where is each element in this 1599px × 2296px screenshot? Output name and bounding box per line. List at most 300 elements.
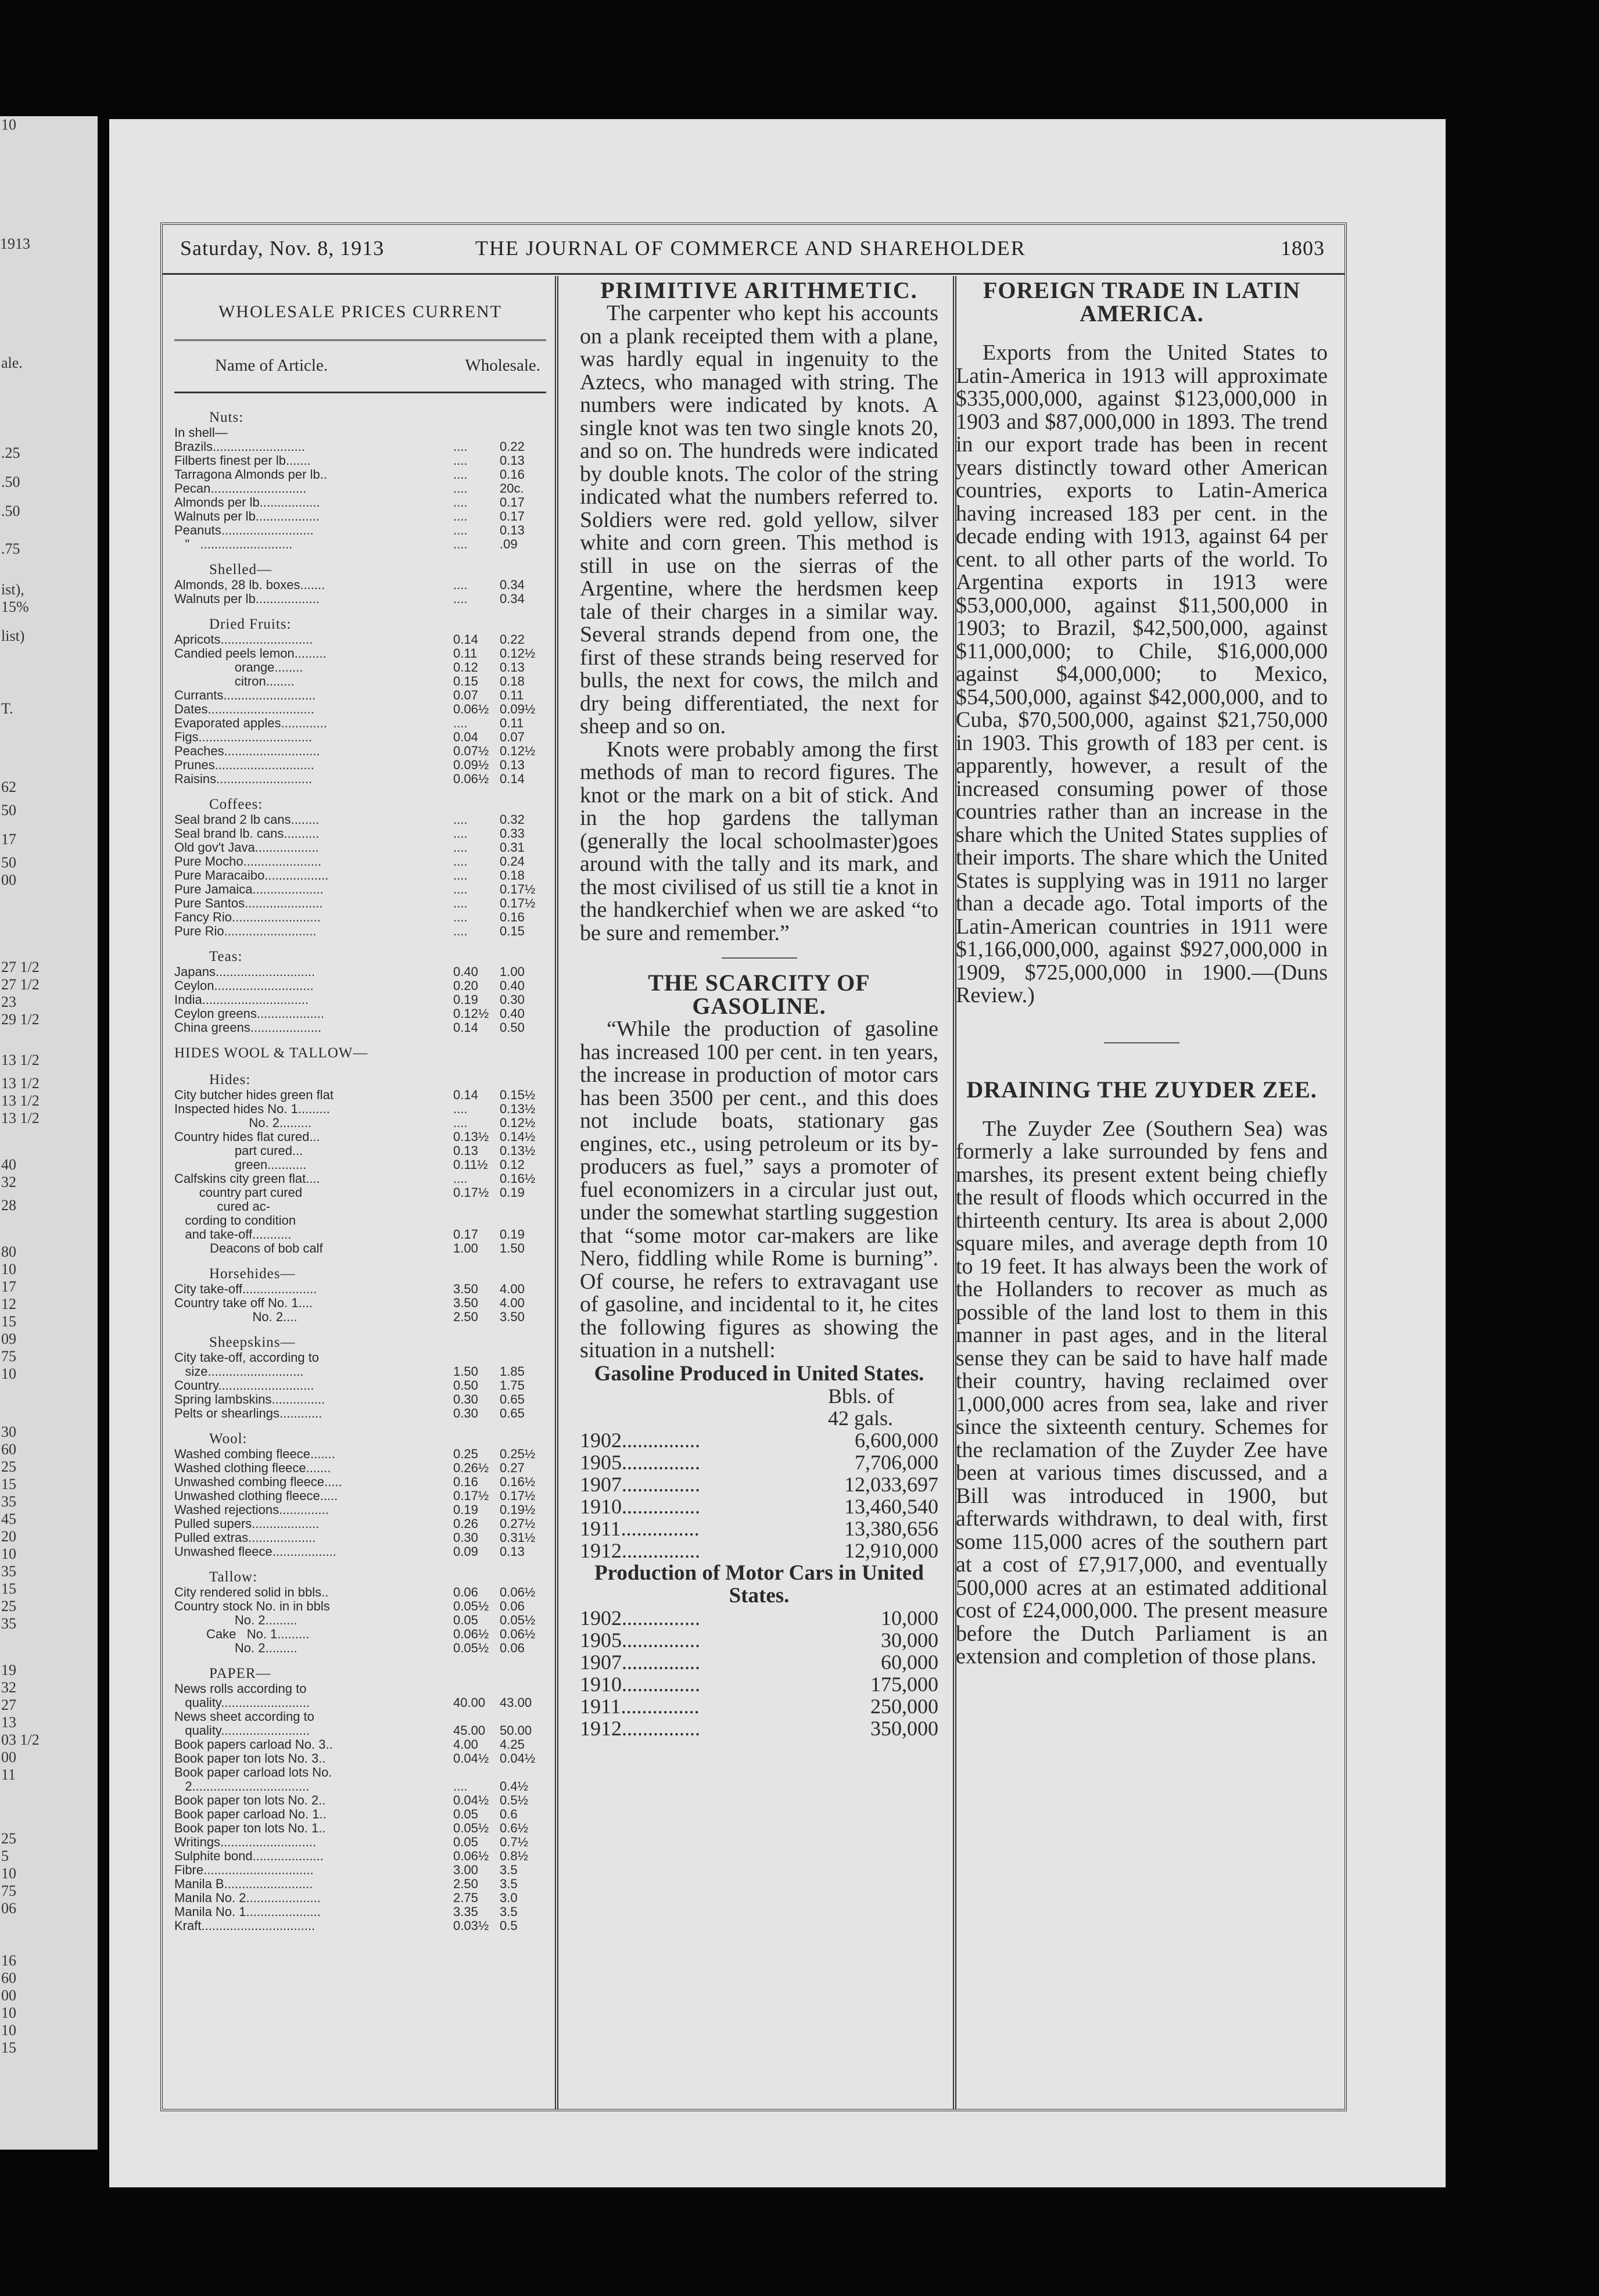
price-low: 0.17½	[453, 1488, 489, 1503]
price-high: 0.30	[500, 992, 525, 1007]
article-name: No. 2.........	[174, 1613, 297, 1627]
price-row	[174, 1407, 546, 1420]
article-name: Fibre...............................	[174, 1863, 314, 1877]
previous-page-text-fragment: 10	[1, 1865, 16, 1882]
price-high: 0.13	[500, 1544, 525, 1559]
price-row	[174, 1682, 546, 1696]
price-low: 3.00	[453, 1863, 478, 1877]
price-row	[174, 592, 546, 606]
article-paragraph: Exports from the United States to Latin-America in 1913 will approximate $335,000,000, against $123,000,000 in 1903 and $87,000,000 in 1893. The trend in our export trade has been in recent years distinctly toward other American countries, exports to Latin-America having increased 183 per cent. in the decade ending with 1913, against 64 per cent. to all other parts of the world. To Argentina exports in 1913 were $53,000,000, against $11,500,000 in 1903; to Brazil, $42,500,000, against $11,000,000; to Chile, $16,000,000 against $4,000,000; to Mexico, $54,500,000, against $42,000,000, and to Cuba, $70,500,000, against $21,750,000 in 1903. This growth of 183 per cent. is apparently, however, a result of the increased consuming power of those countries rather than an increase in the share which the United States supplies of their imports. The share which the United States is supplying was in 1911 no larger than a decade ago. Total imports of the Latin-American countries in 1911 were $1,166,000,000, against $927,000,000 in 1909, $725,000,000 in 1900.—(Duns Review.)	[956, 340, 1328, 1007]
price-row	[174, 1835, 546, 1849]
price-low: 0.19	[453, 1502, 478, 1517]
previous-page-text-fragment: 25	[1, 1830, 16, 1847]
previous-page-text-fragment: 23	[1, 993, 16, 1010]
price-row	[174, 910, 546, 924]
price-high: 0.4½	[500, 1779, 528, 1793]
table-year: 1905...............	[580, 1628, 700, 1651]
price-low: ....	[453, 826, 468, 841]
prices-title-rule	[174, 339, 546, 346]
article-name: Seal brand lb. cans..........	[174, 827, 320, 841]
price-row	[174, 1821, 546, 1835]
price-low: ....	[453, 467, 468, 482]
price-low: 40.00	[453, 1695, 486, 1710]
article-name: Country take off No. 1....	[174, 1296, 313, 1310]
article-name: cording to condition	[174, 1214, 296, 1228]
price-high: 0.19	[500, 1227, 525, 1242]
price-row	[174, 716, 546, 730]
price-low: 0.07	[453, 688, 478, 702]
article-name: Manila No. 2.....................	[174, 1891, 321, 1905]
price-high: 0.04½	[500, 1751, 536, 1766]
table-value: 60,000	[881, 1650, 938, 1674]
price-row	[174, 1447, 546, 1461]
price-low: ....	[453, 1171, 468, 1186]
article-name: Japans............................	[174, 965, 316, 979]
article-name: Figs................................	[174, 730, 313, 744]
price-high: 3.5	[500, 1904, 518, 1919]
price-low: 0.14	[453, 1088, 478, 1102]
price-low: 0.16	[453, 1475, 478, 1489]
price-low: 0.14	[453, 632, 478, 647]
gasoline-table-row	[580, 1540, 938, 1562]
article-separator	[1104, 1042, 1179, 1043]
price-low: 1.00	[453, 1241, 478, 1255]
price-high: 0.06½	[500, 1585, 536, 1599]
article-name: Walnuts per lb..................	[174, 510, 320, 523]
price-high: 1.85	[500, 1364, 525, 1379]
article-name: Peanuts..........................	[174, 523, 314, 537]
article-name: Book paper ton lots No. 1..	[174, 1821, 326, 1835]
article-name: cured ac-	[174, 1200, 271, 1214]
previous-page-text-fragment: 15	[1, 1580, 16, 1597]
price-row	[174, 1752, 546, 1766]
price-low: 0.04½	[453, 1793, 489, 1807]
previous-page-text-fragment: 28	[1, 1197, 16, 1214]
price-low: ....	[453, 439, 468, 454]
table-value: 12,910,000	[844, 1538, 938, 1562]
price-high: 0.34	[500, 577, 525, 592]
motor-cars-table-row	[580, 1629, 938, 1651]
previous-page-text-fragment: 10	[1, 116, 16, 133]
price-low: 0.05	[453, 1613, 478, 1627]
price-row	[174, 1158, 546, 1172]
price-low: 0.07½	[453, 744, 489, 758]
price-row	[174, 1780, 546, 1793]
price-low: 3.50	[453, 1296, 478, 1310]
price-low: 0.11½	[453, 1157, 488, 1172]
prices-header-rule	[174, 392, 546, 399]
price-row	[174, 1489, 546, 1503]
previous-page-text-fragment: 06	[1, 1900, 16, 1917]
price-low: ....	[453, 481, 468, 496]
gasoline-table-row	[580, 1517, 938, 1540]
price-high: 0.17	[500, 509, 525, 523]
price-row	[174, 1144, 546, 1158]
price-high: 3.5	[500, 1863, 518, 1877]
article-heading-scarcity-of-gasoline: THE SCARCITY OF GASOLINE.	[648, 970, 870, 1019]
previous-page-text-fragment: 10	[1, 1261, 16, 1278]
article-name: Writings...........................	[174, 1835, 317, 1849]
article-name: Deacons of bob calf	[174, 1242, 323, 1255]
price-row	[174, 993, 546, 1007]
price-high: 0.27	[500, 1461, 525, 1475]
previous-page-text-fragment: 75	[1, 1882, 16, 1899]
price-low	[451, 1351, 500, 1365]
price-low	[451, 1214, 500, 1228]
article-name: Unwashed fleece..................	[174, 1545, 336, 1559]
price-high: 0.16	[500, 467, 525, 482]
price-section-heading: Horsehides—	[209, 1266, 296, 1282]
price-row	[174, 1517, 546, 1531]
article-name: Washed rejections..............	[174, 1503, 329, 1517]
price-high: 0.32	[500, 812, 525, 827]
article-name: Prunes............................	[174, 758, 314, 772]
price-section-heading: Tallow:	[209, 1569, 258, 1585]
price-low: ....	[453, 523, 468, 537]
table-year: 1905...............	[580, 1451, 700, 1473]
price-low	[451, 1682, 500, 1696]
previous-page-text-fragment: 00	[1, 871, 16, 888]
previous-page-text-fragment: 80	[1, 1243, 16, 1260]
price-low: ....	[453, 1102, 468, 1116]
price-low: 1.50	[453, 1364, 478, 1379]
previous-page-text-fragment: list)	[1, 627, 25, 644]
previous-page-text-fragment: 40	[1, 1156, 16, 1173]
price-row	[174, 1905, 546, 1919]
previous-page-text-fragment: 11	[1, 1766, 16, 1783]
price-low: 45.00	[453, 1723, 486, 1738]
price-low: 0.15	[453, 674, 478, 688]
price-row	[174, 1710, 546, 1724]
article-paragraph: The Zuyder Zee (Southern Sea) was formerly a lake surrounded by fens and marshes, its present extent being chiefly the result of floods which occurred in the thirteenth century. Its area is about 2,000 square miles, and average depth from 10 to 19 feet. It has always been the work of the Hollanders to recover as much as possible of the land lost to them in this manner in past ages, and in the literal sense they can be said to have half made their country, having reclaimed over 1,000,000 acres from sea, lake and river since the sixteenth century. Schemes for the reclamation of the Zuyder Zee have been at various times discussed, and a Bill was introduced in 1900, but afterwards withdrawn, to deal with, first some 115,000 acres of the southern part at a cost of £7,917,000, and eventually 500,000 acres at an estimated additional cost of £24,000,000. The present measure before the Dutch Parliament is an extension and completion of those plans.	[956, 1116, 1328, 1669]
price-high: .09	[500, 537, 518, 551]
price-low: 0.05½	[453, 1599, 489, 1613]
article-name: No. 2....	[174, 1310, 297, 1324]
price-high: 0.19	[500, 1185, 525, 1200]
gasoline-table-row	[580, 1495, 938, 1517]
price-low: 0.06	[453, 1585, 478, 1599]
price-row	[174, 841, 546, 855]
price-row	[174, 772, 546, 786]
price-row	[174, 1379, 546, 1393]
price-row	[174, 675, 546, 688]
price-high: 0.24	[500, 854, 525, 869]
price-row	[174, 813, 546, 827]
article-name: Kraft................................	[174, 1919, 316, 1933]
price-low: ....	[453, 924, 468, 938]
price-high: 0.27½	[500, 1516, 536, 1531]
price-row	[174, 1310, 546, 1324]
article-name: City take-off.....................	[174, 1282, 317, 1296]
price-low: 0.06½	[453, 1627, 489, 1641]
previous-page-text-fragment: 13	[1, 1714, 16, 1731]
price-high: 3.0	[500, 1890, 518, 1905]
article-name: Book papers carload No. 3..	[174, 1738, 333, 1752]
table-unit-label: 42 gals.	[828, 1406, 893, 1430]
article-name: citron........	[174, 675, 295, 688]
price-high: 0.19½	[500, 1502, 536, 1517]
previous-page-text-fragment: 15	[1, 1313, 16, 1330]
previous-page-text-fragment: 32	[1, 1174, 16, 1190]
price-row	[174, 869, 546, 882]
table-value: 13,380,656	[844, 1516, 938, 1540]
article-name: Country...........................	[174, 1379, 314, 1393]
price-high: 0.07	[500, 730, 525, 744]
price-low	[451, 1766, 500, 1780]
price-row	[174, 482, 546, 496]
table-value: 30,000	[881, 1628, 938, 1652]
price-row	[174, 1724, 546, 1738]
price-low: 0.17½	[453, 1185, 489, 1200]
article-name: Calfskins city green flat....	[174, 1172, 320, 1186]
previous-page-text-fragment: 60	[1, 1441, 16, 1458]
article-name: Pulled extras...................	[174, 1531, 316, 1545]
price-low: ....	[453, 868, 468, 882]
article-name: Seal brand 2 lb cans........	[174, 813, 320, 827]
price-high	[500, 1710, 546, 1724]
price-low: 0.17	[453, 1227, 478, 1242]
article-name: Raisins...........................	[174, 772, 313, 786]
price-high: 1.00	[500, 964, 525, 979]
price-row	[174, 1793, 546, 1807]
price-row	[174, 1641, 546, 1655]
previous-page-text-fragment: 19	[1, 1662, 16, 1678]
previous-page-text-fragment: 12	[1, 1296, 16, 1312]
header-page-number: 1803	[1281, 236, 1325, 260]
price-row	[174, 1738, 546, 1752]
article-name: Pelts or shearlings............	[174, 1407, 322, 1420]
previous-page-text-fragment: .75	[1, 540, 20, 557]
price-high	[500, 1214, 546, 1228]
previous-page-text-fragment: .25	[1, 444, 20, 461]
price-low: 0.06½	[453, 702, 489, 716]
price-low: 0.06½	[453, 1849, 489, 1863]
right-column	[956, 279, 1328, 1669]
price-high: 0.13	[500, 453, 525, 468]
price-row	[174, 523, 546, 537]
price-row	[174, 426, 546, 440]
article-name: Walnuts per lb..................	[174, 592, 320, 606]
price-high: 0.33	[500, 826, 525, 841]
price-high: 0.12½	[500, 646, 536, 661]
price-high	[500, 1766, 546, 1780]
price-high: 0.25½	[500, 1447, 536, 1461]
price-high: 0.15½	[500, 1088, 536, 1102]
previous-page-text-fragment: 27 1/2	[1, 959, 40, 975]
header-date: Saturday, Nov. 8, 1913	[180, 236, 385, 260]
previous-page-text-fragment: 10	[1, 1545, 16, 1562]
article-name: Evaporated apples.............	[174, 716, 327, 730]
article-name: News rolls according to	[174, 1682, 307, 1696]
price-high: 0.65	[500, 1406, 525, 1420]
table-value: 10,000	[881, 1606, 938, 1630]
price-row	[174, 1200, 546, 1214]
price-high: 0.05½	[500, 1613, 536, 1627]
article-name: Manila B.........................	[174, 1877, 313, 1891]
price-row	[174, 1919, 546, 1933]
price-row	[174, 1365, 546, 1379]
price-high: 0.6½	[500, 1821, 528, 1835]
gasoline-table-row	[580, 1451, 938, 1473]
price-row	[174, 1130, 546, 1144]
price-high	[500, 1200, 546, 1214]
article-name: Washed clothing fleece.......	[174, 1461, 331, 1475]
article-name: Ceylon............................	[174, 979, 314, 993]
previous-page-text-fragment: 25	[1, 1598, 16, 1615]
article-name: Unwashed combing fleece.....	[174, 1475, 342, 1489]
price-high: 43.00	[500, 1695, 532, 1710]
article-name: Cake No. 1.........	[174, 1627, 310, 1641]
price-high: 0.06	[500, 1641, 525, 1655]
price-row	[174, 1007, 546, 1021]
price-section-heading: Teas:	[209, 949, 243, 964]
price-row	[174, 1186, 546, 1200]
previous-page-text-fragment: 62	[1, 779, 16, 795]
price-low: 0.09	[453, 1544, 478, 1559]
price-low: ....	[453, 840, 468, 855]
price-high: 0.11	[500, 716, 524, 730]
article-name: Pecan...........................	[174, 482, 307, 496]
price-high: 0.17½	[500, 1488, 536, 1503]
price-high: 0.13½	[500, 1143, 536, 1158]
article-name: Washed combing fleece.......	[174, 1447, 335, 1461]
price-low: 0.05½	[453, 1821, 489, 1835]
previous-page-text-fragment: 13 1/2	[1, 1092, 40, 1109]
price-high: 0.18	[500, 868, 525, 882]
previous-page-text-fragment: 29 1/2	[1, 1011, 40, 1028]
price-low: ....	[453, 716, 468, 730]
price-row	[174, 855, 546, 869]
price-high: 0.22	[500, 632, 525, 647]
article-name: Pure Jamaica....................	[174, 882, 324, 896]
article-name: Unwashed clothing fleece.....	[174, 1489, 338, 1503]
article-paragraph: The carpenter who kept his accounts on a plank receipted them with a plane, was hardly equal in ingenuity to the Aztecs, who managed with string. The numbers were indicated by knots. A single knot was ten two single knots 20, and so on. The hundreds were indicated by double knots. The color of the string indicated what the numbers referred to. Soldiers were red. gold yellow, silver white and corn green. This method is still in use on the sierras of the Argentine, where the herdsmen keep tale of their charges in a similar way. Several strands depend from one, the first of these strands being reserved for bulls, the next for cows, the milch and dry being differentiated, the next for sheep and so on.	[580, 301, 938, 738]
price-row	[174, 1116, 546, 1130]
price-row	[174, 702, 546, 716]
price-low: 0.20	[453, 978, 478, 993]
price-row	[174, 1599, 546, 1613]
price-high: 0.06	[500, 1599, 525, 1613]
price-row	[174, 1807, 546, 1821]
previous-page-text-fragment: 17	[1, 831, 16, 848]
price-low: 0.06½	[453, 772, 489, 786]
price-row	[174, 537, 546, 551]
price-row	[174, 1627, 546, 1641]
table-title-motor-cars: Production of Motor Cars in United States.	[594, 1560, 924, 1608]
price-row	[174, 1088, 546, 1102]
price-low: 0.26½	[453, 1461, 489, 1475]
gasoline-table-row	[580, 1429, 938, 1451]
header-rule	[163, 273, 1345, 275]
previous-page-text-fragment: 35	[1, 1615, 16, 1632]
article-name: City rendered solid in bbls..	[174, 1585, 329, 1599]
price-low: ....	[453, 577, 468, 592]
article-name: Tarragona Almonds per lb..	[174, 468, 327, 482]
article-name: Spring lambskins...............	[174, 1393, 325, 1407]
price-high: 0.5½	[500, 1793, 528, 1807]
price-high: 0.31½	[500, 1530, 536, 1545]
previous-page-text-fragment: 15	[1, 1476, 16, 1493]
motor-cars-table-row	[580, 1717, 938, 1739]
article-name: Almonds per lb.................	[174, 496, 320, 510]
previous-page-text-fragment: 13 1/2	[1, 1052, 40, 1068]
article-name: Almonds, 28 lb. boxes.......	[174, 578, 325, 592]
price-high: 1.50	[500, 1241, 525, 1255]
article-name: Country hides flat cured...	[174, 1130, 320, 1144]
article-name: News sheet according to	[174, 1710, 314, 1724]
article-name: green...........	[174, 1158, 307, 1172]
price-row	[174, 578, 546, 592]
price-section-heading: Dried Fruits:	[209, 616, 292, 632]
price-row	[174, 1503, 546, 1517]
price-row	[174, 440, 546, 454]
prices-list	[174, 410, 546, 1933]
price-row	[174, 1296, 546, 1310]
article-name: Peaches...........................	[174, 744, 320, 758]
previous-page-text-fragment: 50	[1, 802, 16, 819]
article-name: No. 2.........	[174, 1641, 297, 1655]
price-high	[500, 1351, 546, 1365]
price-high: 0.18	[500, 674, 525, 688]
price-low: ....	[453, 1115, 468, 1130]
price-high: 0.09½	[500, 702, 536, 716]
column-rule	[555, 276, 558, 2109]
price-row	[174, 730, 546, 744]
previous-page-text-fragment: .50	[1, 503, 20, 519]
price-low	[451, 426, 500, 440]
price-high: 0.14	[500, 772, 525, 786]
price-row	[174, 965, 546, 979]
price-low: ....	[453, 854, 468, 869]
article-name: Fancy Rio.........................	[174, 910, 321, 924]
previous-page-text-fragment: 35	[1, 1493, 16, 1510]
price-high: 0.12	[500, 1157, 525, 1172]
price-high: 1.75	[500, 1378, 525, 1393]
table-year: 1911...............	[580, 1695, 700, 1717]
price-row	[174, 1393, 546, 1407]
previous-page-text-fragment: 15%	[1, 598, 29, 615]
previous-page-text-fragment: 10	[1, 1365, 16, 1382]
prices-table-header	[174, 356, 546, 375]
table-year: 1910...............	[580, 1673, 700, 1695]
previous-page-text-fragment: 09	[1, 1330, 16, 1347]
price-high: 0.40	[500, 978, 525, 993]
price-high: 0.12½	[500, 744, 536, 758]
article-name: 2.................................	[174, 1780, 310, 1793]
previous-page-text-fragment: 00	[1, 1987, 16, 2004]
price-low: ....	[453, 495, 468, 510]
previous-page-text-fragment: 45	[1, 1511, 16, 1527]
table-value: 13,460,540	[844, 1494, 938, 1518]
table-year: 1912...............	[580, 1539, 700, 1562]
price-row	[174, 1531, 546, 1545]
article-name: China greens....................	[174, 1021, 322, 1035]
prices-title: WHOLESALE PRICES CURRENT	[218, 302, 502, 321]
price-row	[174, 468, 546, 482]
article-name: quality.........................	[174, 1724, 310, 1738]
article-name: Country stock No. in in bbls	[174, 1599, 330, 1613]
article-name: Book paper carload No. 1..	[174, 1807, 327, 1821]
article-name: Currants..........................	[174, 688, 316, 702]
previous-page-text-fragment: 32	[1, 1679, 16, 1696]
price-row	[174, 496, 546, 510]
article-name: City take-off, according to	[174, 1351, 320, 1365]
article-paragraph: “While the production of gasoline has increased 100 per cent. in ten years, the increase in production of motor cars has been 3500 per cent., and this does not include boats, stationary gas engines, etc., using petroleum or its by-producers as fuel,” says a promoter of fuel economizers in a circular just out, under the somewhat startling suggestion that “some motor car-makers are like Nero, fiddling while Rome is burning”. Of course, he refers to extravagant use of gasoline, and incidental to it, he cites the following figures as showing the situation in a nutshell:	[580, 1017, 938, 1362]
price-high: 0.17½	[500, 882, 536, 896]
article-name: Book paper carload lots No.	[174, 1766, 332, 1780]
article-name: Ceylon greens...................	[174, 1007, 324, 1021]
price-section-heading: Shelled—	[209, 562, 272, 577]
